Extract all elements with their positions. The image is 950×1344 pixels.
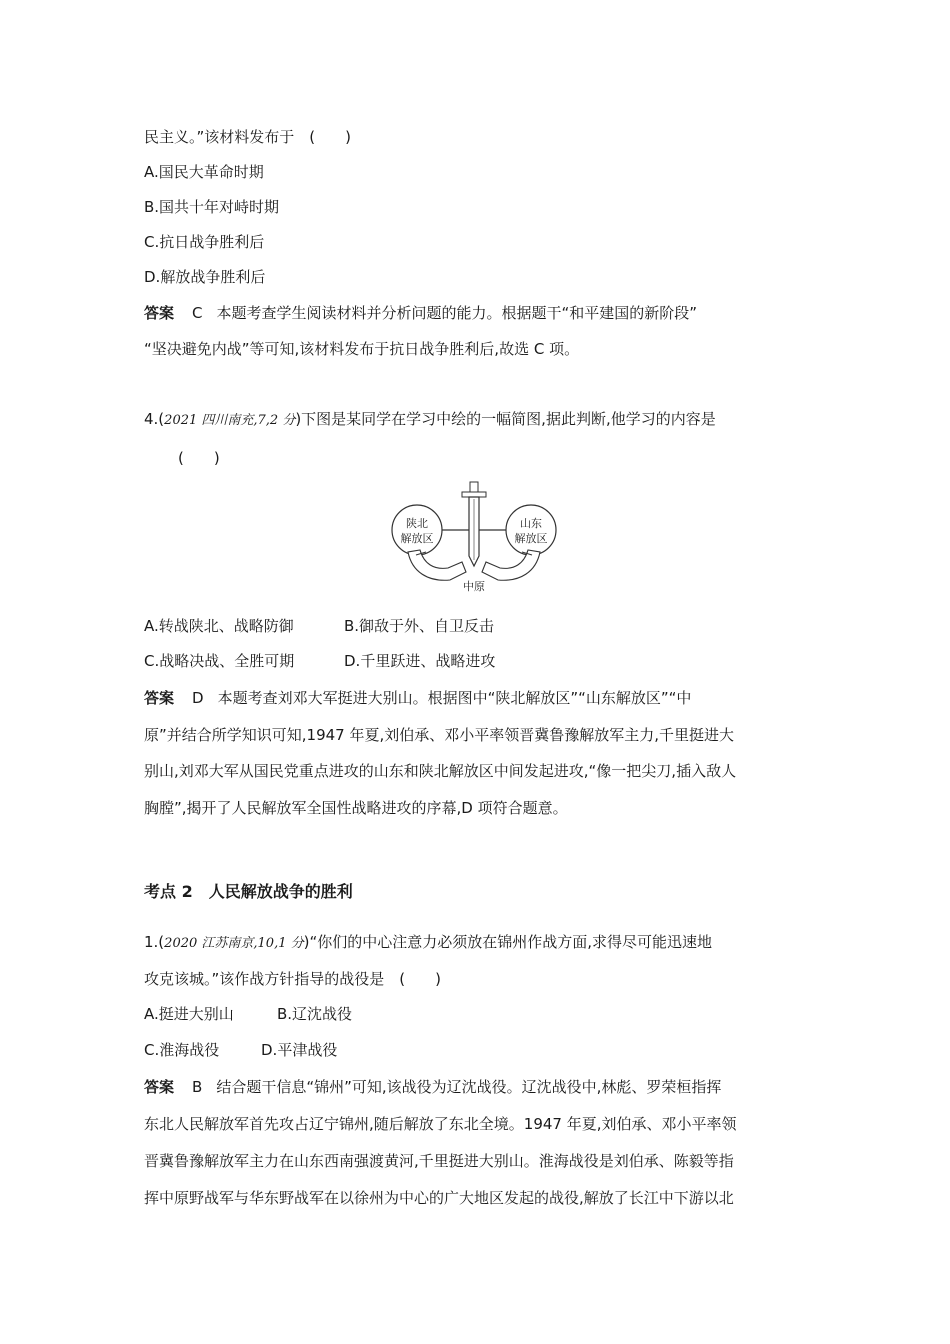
- shaanbei-label-1: 陕北: [406, 517, 428, 530]
- explanation-text: 结合题干信息“锦州”可知,该战役为辽沈战役。辽沈战役中,林彪、罗荣桓指挥: [216, 1078, 722, 1096]
- q1-source: 2020 江苏南京,10,1 分: [164, 936, 304, 951]
- q4-option-b[interactable]: B.御敌于外、自卫反击: [344, 617, 495, 635]
- shaanbei-label-2: 解放区: [400, 532, 434, 545]
- answer-letter: C: [192, 304, 203, 322]
- q4-stem: [144, 409, 716, 431]
- sword-icon: [462, 482, 486, 566]
- shandong-label-1: 山东: [520, 517, 542, 530]
- q3-option-d[interactable]: D.解放战争胜利后: [144, 268, 266, 286]
- q4-answer: [144, 688, 691, 708]
- q1-option-b[interactable]: B.辽沈战役: [277, 1005, 353, 1023]
- right-arm-icon: [482, 550, 540, 580]
- q4-bracket: ( ): [178, 449, 220, 467]
- answer-label: 答案: [144, 1078, 175, 1096]
- q1-number: 1.(: [144, 933, 165, 951]
- explanation-text: 本题考查刘邓大军挺进大别山。根据图中“陕北解放区”“山东解放区”“中: [217, 689, 692, 707]
- q1-explanation-line: 挥中原野战军与华东野战军在以徐州为中心的广大地区发起的战役,解放了长江中下游以北: [144, 1189, 734, 1207]
- answer-label: 答案: [144, 304, 175, 322]
- shandong-circle: [506, 505, 556, 555]
- q1-explanation-line: 东北人民解放军首先攻占辽宁锦州,随后解放了东北全境。1947 年夏,刘伯承、邓小平率领: [144, 1115, 737, 1133]
- left-arm-icon: [408, 550, 466, 580]
- answer-label: 答案: [144, 689, 175, 707]
- shandong-label-2: 解放区: [514, 532, 548, 545]
- q4-option-c[interactable]: C.战略决战、全胜可期: [144, 652, 295, 670]
- campaign-diagram: [390, 480, 560, 598]
- q3-option-b[interactable]: B.国共十年对峙时期: [144, 198, 280, 216]
- q3-stem-tail: 民主义。”该材料发布于 ( ): [144, 128, 351, 146]
- q1-option-a[interactable]: A.挺进大别山: [144, 1005, 234, 1023]
- q4-explanation-line: 别山,刘邓大军从国民党重点进攻的山东和陕北解放区中间发起进攻,“像一把尖刀,插入敌人: [144, 762, 737, 780]
- q1-answer: [144, 1077, 721, 1097]
- section-heading: 考点 2 人民解放战争的胜利: [144, 882, 353, 901]
- q1-stem: [144, 932, 712, 954]
- q1-stem-text: )“你们的中心注意力必须放在锦州作战方面,求得尽可能迅速地: [303, 933, 713, 951]
- q4-option-d[interactable]: D.千里跃进、战略进攻: [344, 652, 496, 670]
- q1-option-d[interactable]: D.平津战役: [261, 1041, 338, 1059]
- answer-letter: D: [192, 689, 204, 707]
- explanation-text: 本题考查学生阅读材料并分析问题的能力。根据题干“和平建国的新阶段”: [216, 304, 698, 322]
- q1-explanation-line: 晋冀鲁豫解放军主力在山东西南强渡黄河,千里挺进大别山。淮海战役是刘伯承、陈毅等指: [144, 1152, 734, 1170]
- zhongyuan-label: 中原: [463, 580, 485, 593]
- q4-source: 2021 四川南充,7,2 分: [164, 413, 296, 428]
- q3-option-a[interactable]: A.国民大革命时期: [144, 163, 264, 181]
- answer-letter: B: [192, 1078, 203, 1096]
- q4-explanation-line: 原”并结合所学知识可知,1947 年夏,刘伯承、邓小平率领晋冀鲁豫解放军主力,千里挺进大: [144, 726, 735, 744]
- q3-answer: [144, 303, 697, 323]
- q3-option-c[interactable]: C.抗日战争胜利后: [144, 233, 265, 251]
- q4-stem-text: )下图是某同学在学习中绘的一幅简图,据此判断,他学习的内容是: [295, 410, 716, 428]
- q3-explanation-line: “坚决避免内战”等可知,该材料发布于抗日战争胜利后,故选 C 项。: [144, 340, 580, 358]
- q1-stem-line2: 攻克该城。”该作战方针指导的战役是 ( ): [144, 970, 441, 988]
- q1-option-c[interactable]: C.淮海战役: [144, 1041, 220, 1059]
- q4-number: 4.(: [144, 410, 165, 428]
- q4-option-a[interactable]: A.转战陕北、战略防御: [144, 617, 294, 635]
- q4-explanation-line: 胸膛”,揭开了人民解放军全国性战略进攻的序幕,D 项符合题意。: [144, 799, 568, 817]
- shaanbei-circle: [392, 505, 442, 555]
